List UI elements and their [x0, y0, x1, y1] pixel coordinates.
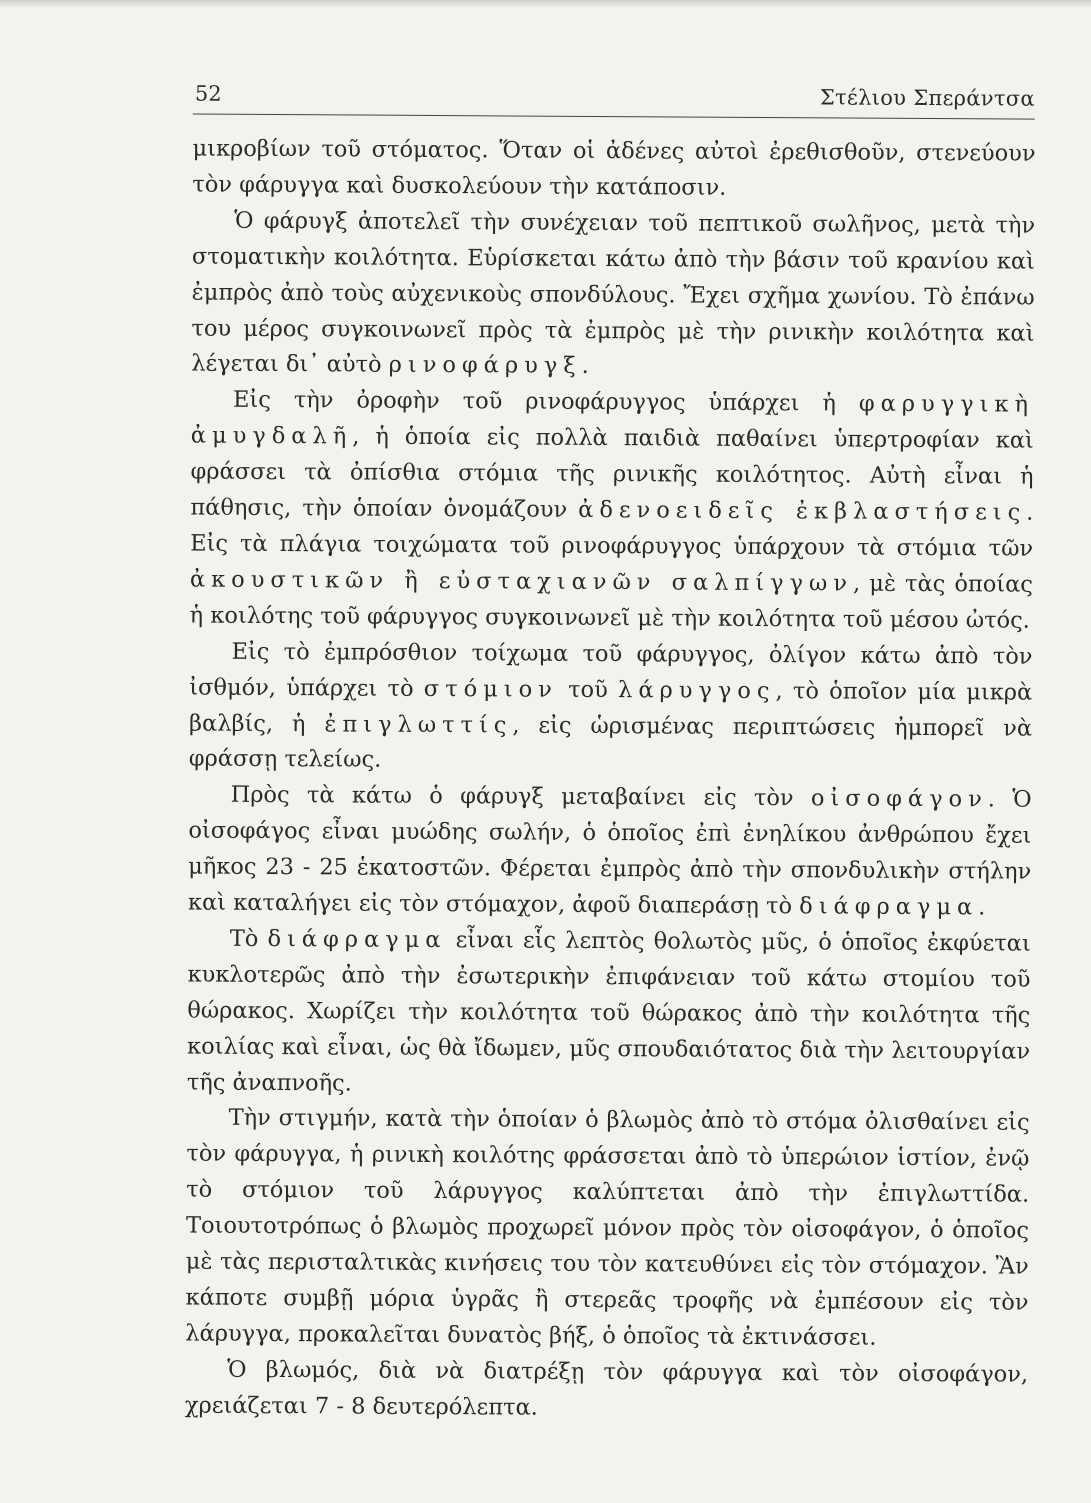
text-run: Ὁ βλωμός, διὰ νὰ διατρέξῃ τὸν φάρυγγα καὶ τὸν οἰσοφάγον, χρειάζεται 7 - 8 δευτερόλεπτα. [184, 1356, 1029, 1421]
paragraph-bolus-time [185, 1352, 1028, 1429]
spaced-term: ἀκουστικῶν ἢ εὐσταχιανῶν σαλπίγγων [189, 566, 854, 597]
text-run: Πρὸς τὰ κάτω ὁ φάρυγξ μεταβαίνει εἰς τὸν [230, 782, 794, 812]
spaced-term: ἐπιγλωττίς [324, 710, 513, 738]
text-run: Εἰς τὴν ὀροφὴν τοῦ ρινοφάρυγγος ὑπάρχει ἡ [232, 387, 836, 417]
paragraph-nasopharynx [190, 383, 1035, 639]
text-run: Εἰς τὸ ἐμπρόσθιον τοίχωμα τοῦ φάρυγγος, ὀλίγον κάτω ἀπὸ τὸν ἰσθμόν, ὑπάρχει τὸ [189, 638, 1033, 702]
text-run: , εἰς ὡρισμένας περιπτώσεις ἠμπορεῖ νὰ φράσσῃ τελείως. [188, 711, 1033, 774]
spaced-term: στόμιον [423, 675, 558, 703]
text-run: Τὴν στιγμήν, κατὰ τὴν ὁποίαν ὁ βλωμὸς ἀπὸ τὸ στόμα ὀλισθαίνει εἰς τὸν φάρυγγα, ἡ ρινικὴ κοιλότης φράσσεται ἀπὸ τὸ ὑπερώιον ἱστίον, ἐνῷ τὸ στόμιον τοῦ λάρυγγος καλύπτεται ἀπὸ τὴν ἐπιγλωττίδα. Τοιουτοτρόπως ὁ βλωμὸς προχωρεῖ μόνον πρὸς τὸν οἰσοφάγον, ὁ ὁποῖος μὲ τὰς περισταλτικὰς κινήσεις του τὸν κατευθύνει εἰς τὸν στόμαχον. Ἂν κάποτε συμβῇ μόρια ὑγρᾶς ἢ στερεᾶς τροφῆς νὰ ἐμπέσουν εἰς τὸν λάρυγγα, προκαλεῖται δυνατὸς βήξ, ὁ ὁποῖος τὰ ἐκτινάσσει. [185, 1105, 1030, 1351]
text-run: . Εἰς τὰ πλάγια τοιχώματα τοῦ ρινοφάρυγγος ὑπάρχουν τὰ στόμια τῶν [190, 499, 1034, 562]
body-text [185, 132, 1036, 1430]
paragraph-continued [192, 132, 1035, 209]
text-run: εἶναι εἷς λεπτὸς θολωτὸς μῦς, ὁ ὁποῖος ἐκφύεται κυκλοτερῶς ἀπὸ τὴν ἐσωτερικὴν ἐπιφάνειαν τοῦ κάτω στομίου τοῦ θώρακος. Χωρίζει τὴν κοιλότητα τοῦ θώρακος ἀπὸ τὴν κοιλότητα τῆς κοιλίας καὶ εἶναι, ὡς θὰ ἴδωμεν, μῦς σπουδαιότατος διὰ τὴν λειτουργίαν τῆς ἀναπνοῆς. [186, 927, 1031, 1097]
text-run: , μὲ τὰς ὁποίας ἡ κοιλότης τοῦ φάρυγγος συγκοινωνεῖ μὲ τὴν κοιλότητα τοῦ μέσου ὠτός. [189, 570, 1034, 634]
spaced-term: διάφραγμα [267, 925, 447, 954]
text-run: . [581, 353, 589, 380]
paragraph-pharynx [191, 203, 1035, 388]
text-run: Τὸ [229, 925, 259, 952]
spaced-term: οἰσοφάγον [810, 785, 988, 813]
spaced-term: διάφραγμα [799, 893, 979, 921]
paragraph-diaphragm [187, 921, 1031, 1106]
spaced-term: ρινοφάρυγξ [388, 352, 582, 380]
text-run: . [978, 894, 986, 921]
paragraph-esophagus [188, 778, 1032, 927]
text-run: . Ὁ οἰσοφάγος εἶναι μυώδης σωλήν, ὁ ὁποῖος ἐπὶ ἐνηλίκου ἀνθρώπου ἔχει μῆκος 23 - 25 ἑκατοστῶν. Φέρεται ἐμπρὸς ἀπὸ τὴν σπονδυλικὴν στήλην καὶ καταλήγει εἰς τὸν στόμαχον, ἀφοῦ διαπεράσῃ τὸ [187, 786, 1032, 920]
text-run: τοῦ [568, 676, 608, 703]
page-header [193, 66, 1035, 120]
running-head: Στέλιου Σπεράντσα [819, 85, 1035, 111]
spaced-term: ἀδενοειδεῖς ἐκβλαστήσεις [578, 496, 1027, 526]
paragraph-larynx [189, 634, 1033, 783]
paragraph-swallowing [185, 1101, 1030, 1357]
text-run: , ἡ ὁποία εἰς πολλὰ παιδιὰ παθαίνει ὑπερτροφίαν καὶ φράσσει τὰ ὀπίσθια στόμια τῆς ρινικῆς κοιλότητος. Αὐτὴ εἶναι ἡ πάθησις, τὴν ὁποίαν ὀνομάζουν [190, 423, 1034, 523]
text-run: Ὁ φάρυγξ ἀποτελεῖ τὴν συνέχειαν τοῦ πεπτικοῦ σωλῆνος, μετὰ τὴν στοματικὴν κοιλότητα. Εὑρίσκεται κάτω ἀπὸ τὴν βάσιν τοῦ κρανίου καὶ ἐμπρὸς ἀπὸ τοὺς αὐχενικοὺς σπονδύλους. Ἔχει σχῆμα χωνίου. Τὸ ἐπάνω του μέρος συγκοινωνεῖ πρὸς τὰ ἐμπρὸς μὲ τὴν ρινικὴν κοιλότητα καὶ λέγεται δι᾿ αὐτὸ [191, 207, 1036, 379]
spaced-term: φαρυγγικὴ ἀμυγδαλῆ [190, 390, 1035, 450]
spaced-term: λάρυγγος [618, 676, 776, 704]
text-run: , τὸ ὁποῖον μία μικρὰ βαλβίς, ἡ [188, 677, 1033, 737]
text-run: μικροβίων τοῦ στόματος. Ὅταν οἱ ἀδένες αὐτοὶ ἐρεθισθοῦν, στενεύουν τὸν φάρυγγα καὶ δυσκολεύουν τὴν κατάποσιν. [192, 135, 1036, 201]
page-number: 52 [194, 81, 222, 106]
